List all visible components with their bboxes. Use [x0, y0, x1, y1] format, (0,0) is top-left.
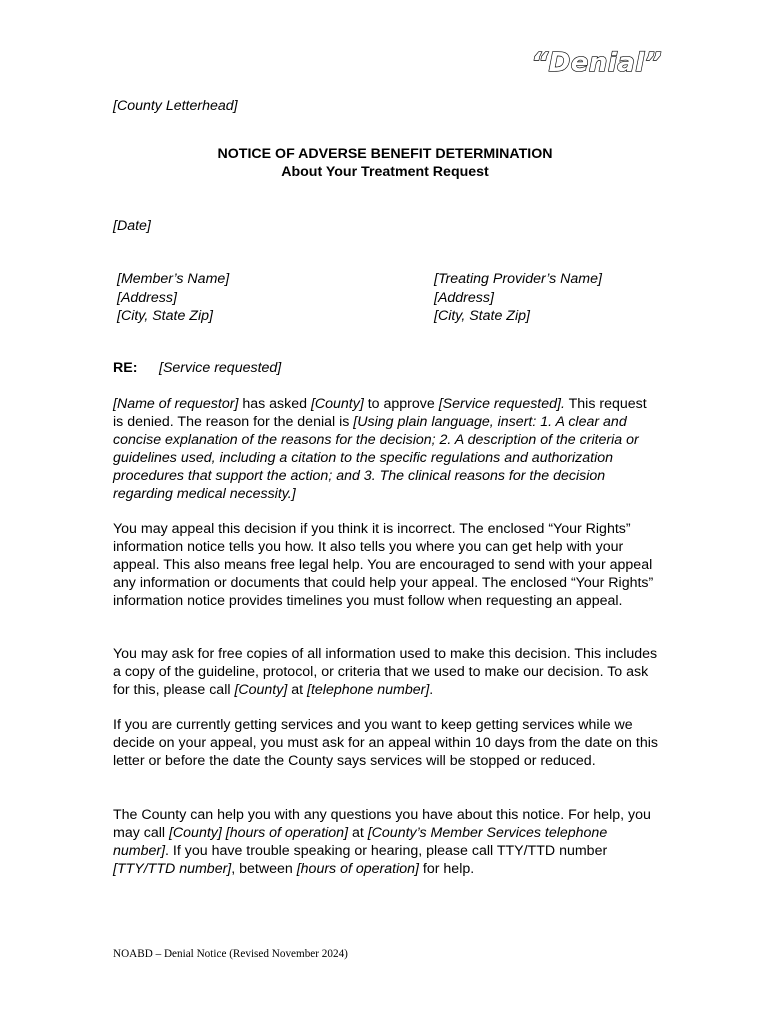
placeholder-text: [County’s Member Services telephone number]	[113, 824, 608, 859]
notice-title: NOTICE OF ADVERSE BENEFIT DETERMINATION	[217, 146, 553, 162]
appeal-rights-paragraph	[113, 521, 658, 611]
body-text: You may ask for free copies of all information used to make this decision. This includes a copy of the guideline, protocol, or criteria that we used to make our decision. To ask for this, please call	[113, 646, 658, 698]
body-text: at	[348, 824, 368, 841]
title-block	[0, 145, 770, 181]
body-text: for help.	[418, 860, 475, 877]
body-text: .	[429, 681, 434, 698]
re-service: [Service requested]	[159, 360, 282, 376]
re-line	[113, 360, 281, 376]
member-address-block	[117, 270, 229, 326]
placeholder-text: [hours of operation]	[296, 860, 419, 877]
placeholder-text: [telephone number]	[307, 681, 430, 698]
placeholder-text: [Service requested].	[438, 396, 565, 412]
placeholder-text: [Using plain language, insert: 1. A clear and concise explanation of the reasons for the decision; 2. A description of the criteria or guidelines used, including a citation to the specific regulations and authorization procedures that support the action; and 3. The clinical reasons for the decision regarding medical necessity.]	[113, 413, 639, 502]
free-copies-paragraph	[113, 646, 658, 700]
placeholder-text: [County]	[234, 681, 288, 698]
member-address: [Address]	[117, 289, 177, 306]
placeholder-text: [Name of requestor]	[113, 396, 239, 412]
body-text: has asked	[238, 396, 311, 412]
body-text: at	[287, 681, 308, 698]
continue-services-paragraph	[113, 717, 658, 771]
footer-revision: NOABD – Denial Notice (Revised November 2024)	[113, 948, 348, 960]
member-name: [Member’s Name]	[117, 271, 230, 287]
placeholder-text: [TTY/TTD number]	[113, 860, 232, 877]
provider-address: [Address]	[434, 289, 494, 306]
re-label: RE:	[113, 360, 138, 376]
county-help-paragraph	[113, 807, 658, 879]
placeholder-text: [County] [hours of operation]	[168, 824, 349, 841]
provider-name: [Treating Provider’s Name]	[434, 271, 602, 287]
body-text: You may appeal this decision if you think it is incorrect. The enclosed “Your Rights” information notice tells you how. It also tells you where you can get help with your appeal. This also means free legal help. You are encouraged to send with your appeal any information or documents that could help your appeal. The enclosed “Your Rights” information notice provides timelines you must follow when requesting an appeal.	[113, 521, 654, 609]
member-city: [City, State Zip]	[117, 308, 213, 325]
body-text: The County can help you with any questions you have about this notice. For help, you may call	[113, 807, 651, 841]
body-text: This request is denied. The reason for the denial is	[113, 396, 647, 430]
provider-address-block	[434, 270, 602, 326]
body-text: , between	[231, 860, 297, 877]
county-letterhead: [County Letterhead]	[113, 98, 238, 114]
date-placeholder: [Date]	[113, 218, 151, 234]
body-text: . If you have trouble speaking or hearing, please call TTY/TTD number	[165, 842, 608, 859]
denial-stamp: “Denial”	[531, 48, 662, 78]
body-text: to approve	[363, 396, 439, 412]
provider-city: [City, State Zip]	[434, 308, 530, 325]
notice-subtitle: About Your Treatment Request	[281, 164, 489, 180]
placeholder-text: [County]	[310, 396, 364, 412]
denial-reason-paragraph	[113, 396, 658, 503]
body-text: If you are currently getting services and you want to keep getting services while we decide on your appeal, you must ask for an appeal within 10 days from the date on this letter or before the date the County says services will be stopped or reduced.	[113, 717, 658, 769]
